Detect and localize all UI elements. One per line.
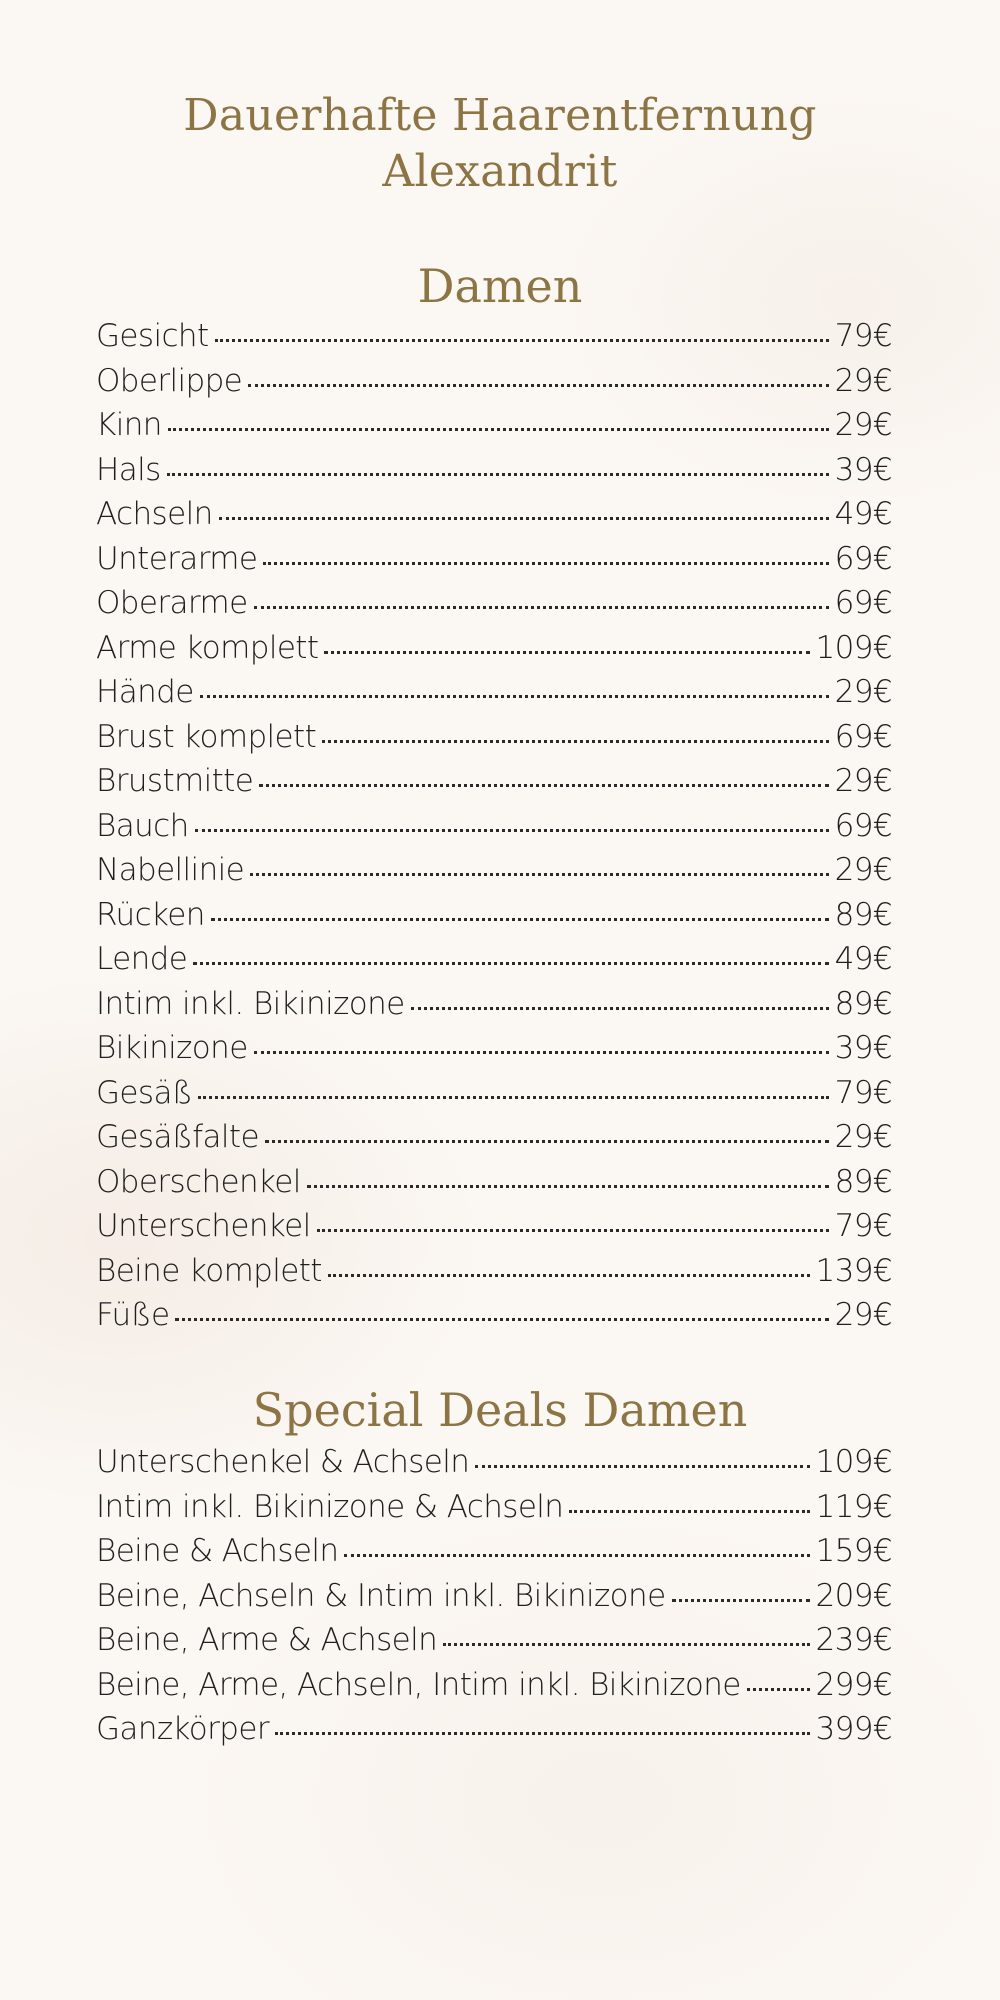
treatment-name: Oberlippe (96, 362, 243, 399)
dot-leader (200, 695, 829, 698)
dot-leader (317, 1229, 829, 1232)
price-row (96, 1485, 892, 1530)
section-heading-special-deals: Special Deals Damen (252, 1383, 748, 1437)
dot-leader (250, 873, 829, 876)
treatment-price: 39€ (834, 1030, 892, 1066)
treatment-price: 79€ (834, 318, 892, 354)
treatment-name: Beine, Achseln & Intim inkl. Bikinizone (96, 1577, 666, 1614)
price-row (96, 1529, 892, 1574)
treatment-name: Gesäß (96, 1074, 193, 1111)
price-row (96, 1026, 892, 1071)
price-row (96, 492, 892, 537)
treatment-name: Bikinizone (96, 1030, 248, 1066)
treatment-price: 29€ (834, 763, 892, 799)
dot-leader (672, 1599, 810, 1602)
price-row (96, 1707, 892, 1752)
price-row (96, 893, 892, 938)
price-row (96, 1440, 892, 1485)
price-row (96, 1574, 892, 1619)
treatment-price: 109€ (815, 629, 892, 666)
treatment-name: Lende (96, 941, 188, 977)
treatment-name: Beine, Arme, Achseln, Intim inkl. Bikinizone (96, 1666, 741, 1703)
dot-leader (167, 473, 829, 476)
dot-leader (248, 384, 828, 387)
price-list-damen (96, 314, 892, 1338)
dot-leader (193, 962, 828, 965)
treatment-price: 239€ (815, 1622, 892, 1658)
treatment-price: 29€ (834, 852, 892, 888)
price-row (96, 759, 892, 804)
treatment-price: 119€ (815, 1488, 892, 1525)
treatment-price: 69€ (834, 540, 892, 577)
price-row (96, 715, 892, 760)
dot-leader (307, 1185, 829, 1188)
section-heading-damen: Damen (417, 259, 583, 313)
page-title-line-2: Alexandrit (382, 146, 618, 197)
treatment-price: 39€ (834, 451, 892, 488)
treatment-price: 29€ (834, 1119, 892, 1155)
dot-leader (254, 1051, 829, 1054)
price-row (96, 804, 892, 849)
treatment-name: Arme komplett (96, 629, 319, 666)
treatment-name: Beine, Arme & Achseln (96, 1622, 438, 1658)
treatment-name: Brustmitte (96, 763, 254, 799)
treatment-price: 89€ (834, 1163, 892, 1200)
treatment-name: Gesicht (96, 318, 209, 354)
treatment-name: Ganzkörper (96, 1711, 269, 1747)
treatment-price: 29€ (834, 674, 892, 710)
treatment-price: 209€ (815, 1577, 892, 1614)
treatment-name: Intim inkl. Bikinizone & Achseln (96, 1488, 564, 1525)
dot-leader (219, 517, 829, 520)
page-title-line-1: Dauerhafte Haarentfernung (183, 90, 817, 141)
dot-leader (443, 1643, 809, 1646)
dot-leader (259, 784, 828, 787)
treatment-name: Kinn (96, 407, 162, 443)
treatment-price: 89€ (834, 896, 892, 933)
price-row (96, 1115, 892, 1160)
treatment-price: 29€ (834, 407, 892, 443)
price-row (96, 1160, 892, 1205)
treatment-name: Unterarme (96, 540, 258, 577)
treatment-name: Bauch (96, 807, 189, 844)
dot-leader (263, 562, 828, 565)
dot-leader (275, 1732, 810, 1735)
dot-leader (175, 1318, 828, 1321)
price-row (96, 670, 892, 715)
treatment-name: Beine komplett (96, 1252, 322, 1289)
treatment-name: Intim inkl. Bikinizone (96, 985, 405, 1022)
treatment-price: 79€ (834, 1074, 892, 1111)
price-row (96, 314, 892, 359)
treatment-price: 399€ (815, 1711, 892, 1747)
price-row (96, 1618, 892, 1663)
dot-leader (322, 740, 828, 743)
dot-leader (569, 1510, 809, 1513)
dot-leader (344, 1554, 809, 1557)
treatment-price: 159€ (815, 1533, 892, 1569)
treatment-name: Beine & Achseln (96, 1533, 339, 1569)
treatment-price: 299€ (815, 1666, 892, 1703)
dot-leader (195, 829, 829, 832)
treatment-price: 89€ (834, 985, 892, 1022)
dot-leader (411, 1007, 829, 1010)
dot-leader (747, 1688, 810, 1691)
price-row (96, 581, 892, 626)
price-row (96, 448, 892, 493)
dot-leader (328, 1274, 810, 1277)
treatment-name: Unterschenkel (96, 1208, 311, 1244)
treatment-name: Unterschenkel & Achseln (96, 1444, 470, 1480)
treatment-price: 49€ (834, 941, 892, 977)
treatment-price: 139€ (815, 1252, 892, 1289)
price-row (96, 982, 892, 1027)
dot-leader (475, 1465, 809, 1468)
treatment-name: Nabellinie (96, 852, 245, 888)
price-row (96, 937, 892, 982)
dot-leader (254, 606, 829, 609)
treatment-name: Achseln (96, 496, 213, 532)
price-row (96, 1204, 892, 1249)
price-row (96, 403, 892, 448)
price-row (96, 1293, 892, 1338)
price-row (96, 626, 892, 671)
treatment-name: Hals (96, 451, 161, 488)
treatment-name: Oberarme (96, 585, 248, 621)
treatment-name: Brust komplett (96, 718, 317, 755)
dot-leader (198, 1096, 828, 1099)
treatment-price: 29€ (834, 362, 892, 399)
treatment-name: Rücken (96, 896, 205, 933)
treatment-name: Oberschenkel (96, 1163, 301, 1200)
treatment-price: 79€ (834, 1208, 892, 1244)
dot-leader (215, 339, 829, 342)
dot-leader (211, 918, 829, 921)
price-row (96, 359, 892, 404)
treatment-name: Hände (96, 674, 194, 710)
dot-leader (168, 428, 829, 431)
treatment-name: Füße (96, 1297, 170, 1333)
dot-leader (324, 651, 809, 654)
treatment-name: Gesäßfalte (96, 1119, 259, 1155)
treatment-price: 49€ (834, 496, 892, 532)
treatment-price: 69€ (834, 807, 892, 844)
dot-leader (265, 1140, 829, 1143)
treatment-price: 109€ (815, 1444, 892, 1480)
price-row (96, 1071, 892, 1116)
price-row (96, 848, 892, 893)
treatment-price: 29€ (834, 1297, 892, 1333)
price-row (96, 1249, 892, 1294)
treatment-price: 69€ (834, 585, 892, 621)
price-row (96, 537, 892, 582)
price-list-special-deals (96, 1440, 892, 1752)
price-row (96, 1663, 892, 1708)
treatment-price: 69€ (834, 718, 892, 755)
